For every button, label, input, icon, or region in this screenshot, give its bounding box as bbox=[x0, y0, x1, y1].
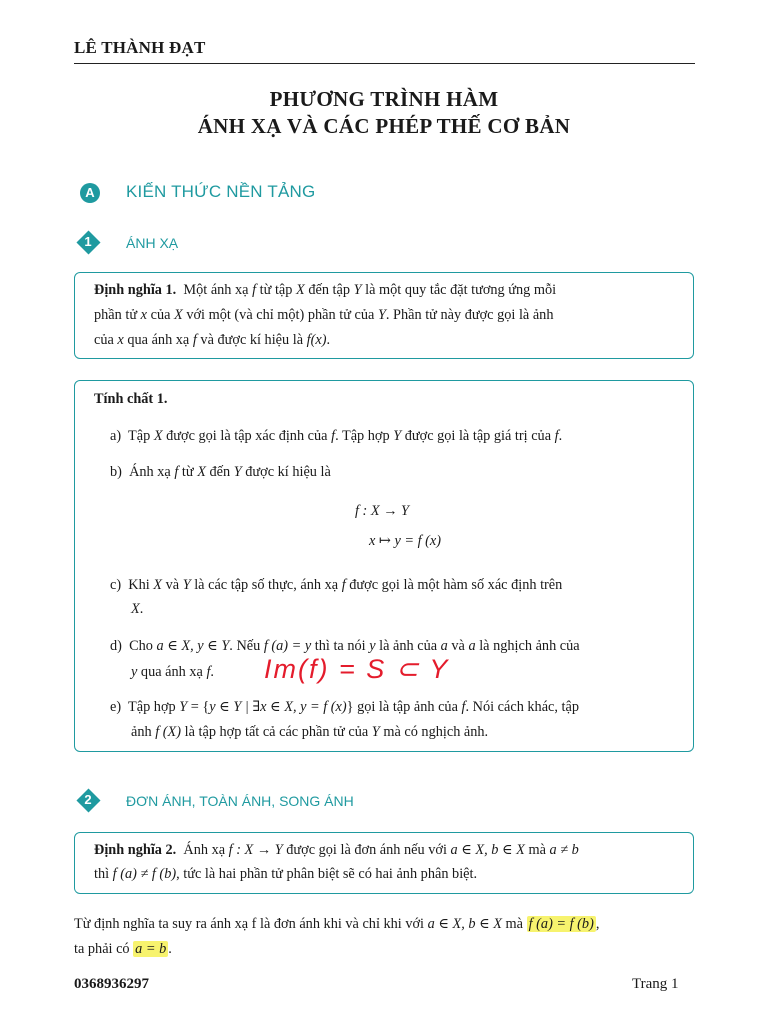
definition-2-line-1 bbox=[94, 842, 579, 859]
math: Y bbox=[377, 307, 386, 323]
text: Ánh xạ bbox=[183, 842, 229, 858]
math: X bbox=[131, 601, 140, 617]
math: a ∈ X, y ∈ Y bbox=[156, 638, 230, 654]
text: , bbox=[595, 916, 600, 932]
text: Một ánh xạ bbox=[183, 282, 253, 298]
text: là một quy tắc đặt tương ứng mỗi bbox=[361, 282, 557, 298]
property-item-d-line-2 bbox=[131, 664, 214, 681]
item-marker: e) bbox=[110, 699, 122, 715]
text: ảnh bbox=[131, 724, 156, 740]
math: y bbox=[131, 664, 138, 680]
math: f bbox=[461, 699, 466, 715]
text: mà bbox=[501, 916, 527, 932]
mapping-formula-line-1: f : X → Y bbox=[355, 503, 410, 519]
text: . bbox=[139, 601, 144, 617]
text: của bbox=[147, 307, 175, 323]
text: phần tử bbox=[94, 307, 141, 323]
footer-page-number: Trang 1 bbox=[632, 976, 679, 992]
page-title-line-2: ÁNH XẠ VÀ CÁC PHÉP THẾ CƠ BẢN bbox=[197, 114, 571, 138]
math: f bbox=[174, 464, 179, 480]
text: được gọi là một hàm số xác định trên bbox=[345, 577, 563, 593]
definition-1-line-3 bbox=[94, 332, 330, 349]
text: được gọi là tập giá trị của bbox=[401, 428, 555, 444]
text: với một (và chỉ một) phần tử của bbox=[182, 307, 378, 323]
highlighted-math: a = b bbox=[135, 941, 167, 957]
text: . Phần tử này được gọi là ảnh bbox=[385, 307, 554, 323]
text: . bbox=[558, 428, 563, 444]
math: a ≠ b bbox=[549, 842, 579, 858]
math: Y bbox=[233, 464, 242, 480]
property-item-d-line-1 bbox=[110, 638, 580, 655]
text: và được kí hiệu là bbox=[196, 332, 307, 348]
math: X bbox=[197, 464, 206, 480]
math: f : X → Y bbox=[228, 842, 283, 858]
text: được gọi là đơn ánh nếu với bbox=[282, 842, 451, 858]
text: Ánh xạ bbox=[129, 464, 175, 480]
section-a-heading: KIẾN THỨC NỀN TẢNG bbox=[126, 182, 316, 201]
property-item-e-line-1 bbox=[110, 699, 579, 716]
math: f (X) bbox=[155, 724, 182, 740]
paragraph-line-2 bbox=[74, 941, 172, 958]
text: thì ta nói bbox=[311, 638, 370, 654]
text: mà có nghịch ảnh. bbox=[379, 724, 489, 740]
math: f bbox=[192, 332, 197, 348]
text: Từ định nghĩa ta suy ra ánh xạ f là đơn ánh khi và chỉ khi với bbox=[74, 916, 428, 932]
mapping-formula-line-2: x ↦ y = f (x) bbox=[369, 533, 442, 549]
text: từ tập bbox=[256, 282, 297, 298]
text: . bbox=[168, 941, 172, 957]
math: a bbox=[468, 638, 476, 654]
subsection-1-heading: ÁNH XẠ bbox=[126, 235, 179, 251]
definition-2-label: Định nghĩa 2. bbox=[94, 842, 177, 858]
property-item-c-line-2 bbox=[131, 601, 143, 618]
text: . Nếu bbox=[229, 638, 264, 654]
text: , tức là hai phần tử phân biệt sẽ có hai ảnh phân biệt. bbox=[176, 866, 478, 882]
math: a bbox=[440, 638, 448, 654]
header-rule bbox=[74, 63, 695, 64]
text: là nghịch ảnh của bbox=[475, 638, 580, 654]
text: mà bbox=[524, 842, 550, 858]
text: } gọi là tập ảnh của bbox=[346, 699, 462, 715]
property-item-b bbox=[110, 464, 331, 481]
text: . Tập hợp bbox=[335, 428, 394, 444]
page-title-line-1: PHƯƠNG TRÌNH HÀM bbox=[269, 87, 499, 111]
math: X bbox=[153, 428, 163, 444]
section-a-badge: A bbox=[80, 183, 100, 203]
math: Y bbox=[182, 577, 191, 593]
property-item-e-line-2 bbox=[131, 724, 488, 741]
text: Khi bbox=[128, 577, 154, 593]
text: từ bbox=[178, 464, 198, 480]
definition-1-line-1 bbox=[94, 282, 556, 299]
math: f (a) = y bbox=[263, 638, 312, 654]
text: Tập bbox=[128, 428, 154, 444]
math: Y bbox=[393, 428, 402, 444]
text: ta phải có bbox=[74, 941, 134, 957]
item-marker: c) bbox=[110, 577, 122, 593]
math: f bbox=[341, 577, 346, 593]
text: . bbox=[326, 332, 331, 348]
math: y bbox=[369, 638, 376, 654]
definition-2-line-2 bbox=[94, 866, 477, 883]
text: và bbox=[447, 638, 469, 654]
math: y ∈ Y | ∃x ∈ X, y = f (x) bbox=[209, 699, 347, 715]
text: đến bbox=[205, 464, 234, 480]
item-marker: b) bbox=[110, 464, 122, 480]
text: thì bbox=[94, 866, 113, 882]
text: của bbox=[94, 332, 118, 348]
handwritten-annotation: Im(f) = S ⊂ Y bbox=[264, 654, 450, 684]
definition-1-label: Định nghĩa 1. bbox=[94, 282, 177, 298]
math: f(x) bbox=[306, 332, 327, 348]
text: qua ánh xạ bbox=[137, 664, 207, 680]
author-name: LÊ THÀNH ĐẠT bbox=[74, 38, 206, 57]
definition-1-line-2 bbox=[94, 307, 553, 324]
text: là ảnh của bbox=[375, 638, 441, 654]
math: f bbox=[554, 428, 559, 444]
math: X bbox=[153, 577, 163, 593]
math: a ∈ X, b ∈ X bbox=[427, 916, 502, 932]
text: được gọi là tập xác định của bbox=[162, 428, 332, 444]
text: và bbox=[162, 577, 183, 593]
text: qua ánh xạ bbox=[123, 332, 193, 348]
item-marker: d) bbox=[110, 638, 122, 654]
text: đến tập bbox=[304, 282, 354, 298]
math: f bbox=[331, 428, 336, 444]
math: f (a) ≠ f (b) bbox=[112, 866, 177, 882]
item-marker: a) bbox=[110, 428, 122, 444]
text: Cho bbox=[129, 638, 157, 654]
highlighted-math: f (a) = f (b) bbox=[528, 916, 594, 932]
property-item-a bbox=[110, 428, 562, 445]
text: là các tập số thực, ánh xạ bbox=[190, 577, 342, 593]
text: là tập hợp tất cả các phần tử của bbox=[181, 724, 372, 740]
paragraph-line-1 bbox=[74, 916, 599, 933]
subsection-2-heading: ĐƠN ÁNH, TOÀN ÁNH, SONG ÁNH bbox=[126, 793, 354, 809]
math: x bbox=[140, 307, 148, 323]
math: Y bbox=[353, 282, 362, 298]
math: Y bbox=[179, 699, 188, 715]
subsection-1-number: 1 bbox=[84, 234, 92, 249]
math: f bbox=[252, 282, 257, 298]
math: a ∈ X, b ∈ X bbox=[450, 842, 525, 858]
text: = { bbox=[187, 699, 210, 715]
subsection-2-number: 2 bbox=[84, 792, 92, 807]
math: X bbox=[174, 307, 183, 323]
math: f bbox=[206, 664, 211, 680]
property-item-c-line-1 bbox=[110, 577, 562, 594]
text: Tập hợp bbox=[128, 699, 180, 715]
footer-phone: 0368936297 bbox=[74, 976, 149, 992]
text: . Nói cách khác, tập bbox=[465, 699, 580, 715]
property-1-label: Tính chất 1. bbox=[94, 391, 168, 407]
math: Y bbox=[371, 724, 380, 740]
text: được kí hiệu là bbox=[241, 464, 331, 480]
math: X bbox=[296, 282, 305, 298]
math: x bbox=[117, 332, 124, 348]
text: . bbox=[210, 664, 214, 680]
